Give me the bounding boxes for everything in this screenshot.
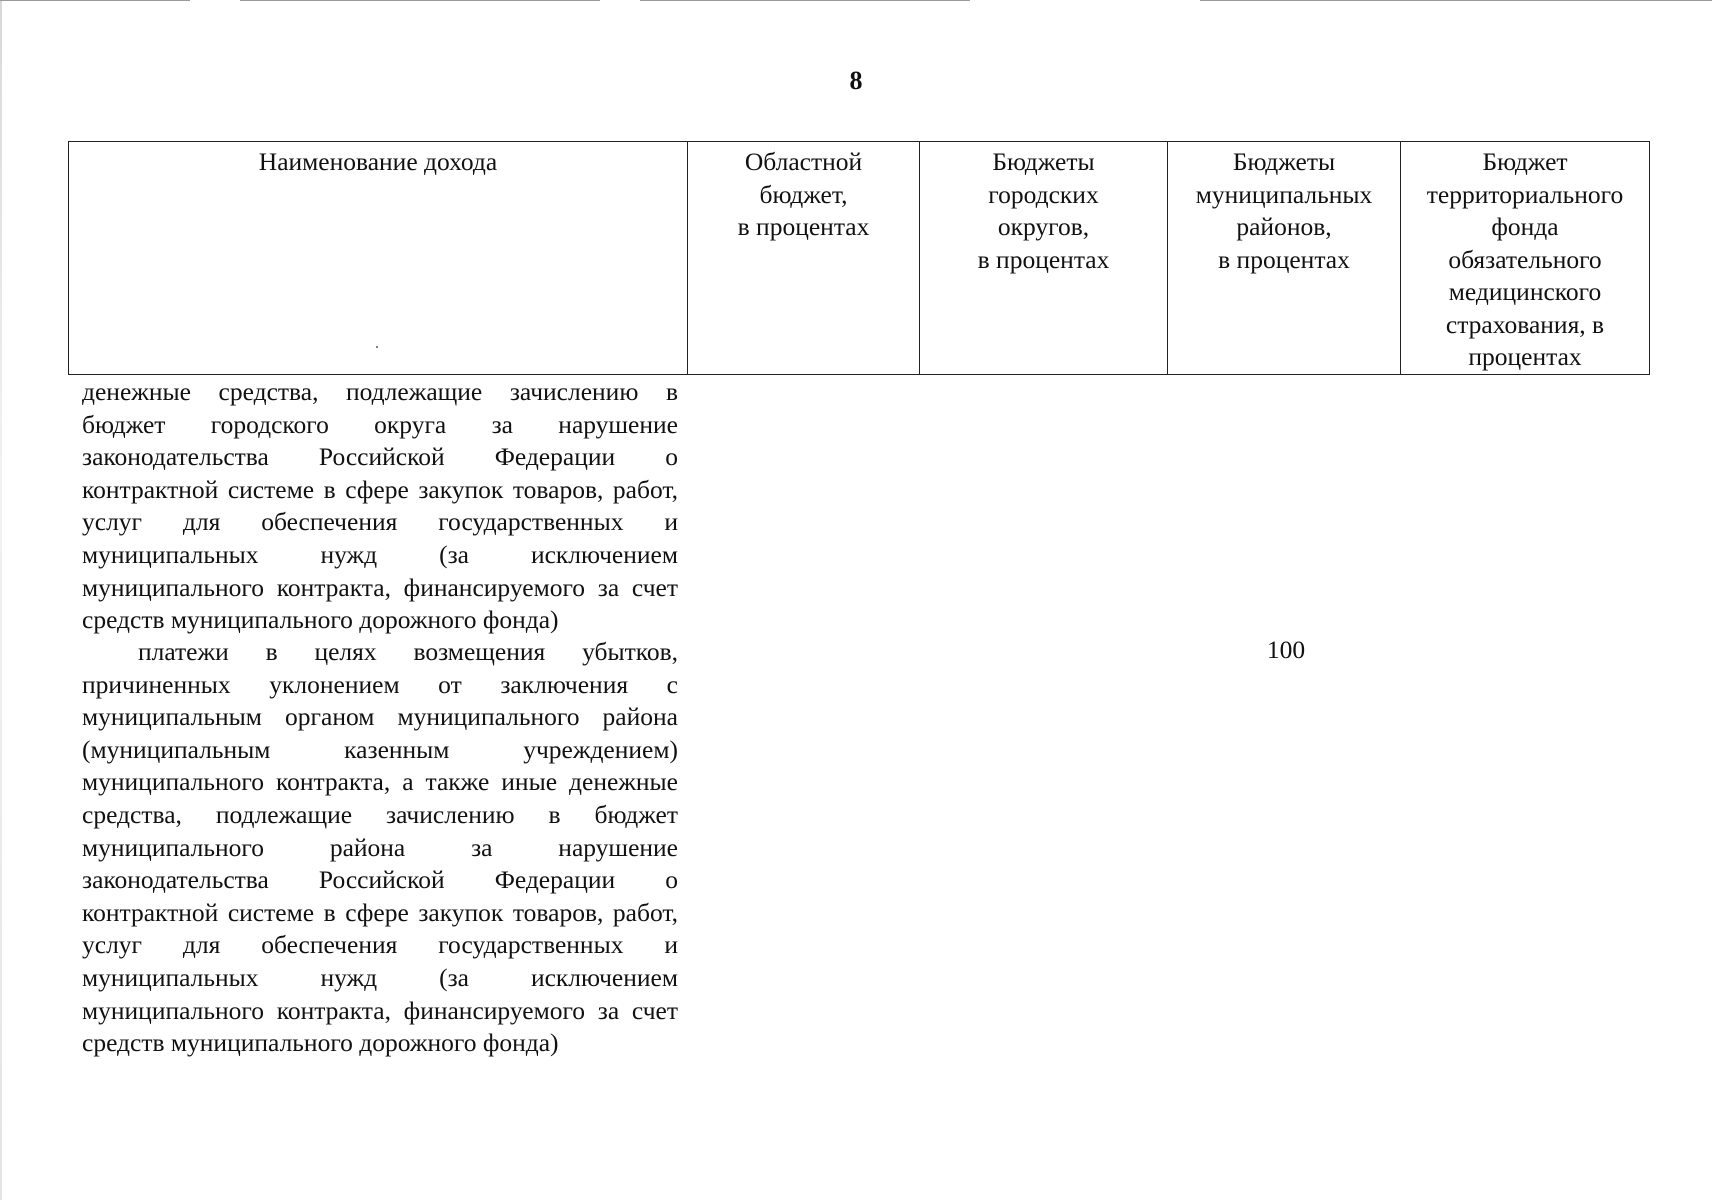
scan-speck — [376, 346, 378, 348]
header-label: Бюджеты городских округов, в процентах — [977, 147, 1110, 274]
income-distribution-table-header — [68, 141, 1650, 375]
header-label: Бюджеты муниципальных районов, в процентах — [1195, 147, 1373, 274]
scan-top-edge — [0, 0, 190, 1]
income-row-text: денежные средства, подлежащие зачислению в бюджет городского округа за нарушение законодательства Российской Федерации о контрактной системе в сфере закупок товаров, работ, услуг для обеспечения государственных и муниципальных нужд (за исключением муниципального контракта, финансируемого за счет средств муниципального дорожного фонда) — [82, 377, 678, 635]
municipal-districts-percent-value: 100 — [1266, 635, 1306, 664]
table-header-row — [69, 142, 1650, 375]
header-label: Областной бюджет, в процентах — [737, 147, 870, 241]
header-city-districts-budgets — [920, 142, 1168, 375]
income-row-text: платежи в целях возмещения убытков, причиненных уклонением от заключения с муниципальным органом муниципального района (муниципальным казенным учреждением) муниципального контракта, а также иные денежные средства, подлежащие зачислению в бюджет муниципального района за нарушение законодательства Российской Федерации о контрактной системе в сфере закупок товаров, работ, услуг для обеспечения государственных и муниципальных нужд (за исключением муниципального контракта, финансируемого за счет средств муниципального дорожного фонда) — [82, 637, 678, 1058]
header-label: Бюджет территориального фонда обязательного медицинского страхования, в процентах — [1426, 147, 1624, 371]
header-label: Наименование дохода — [258, 147, 498, 176]
page-number: 8 — [849, 66, 863, 95]
scan-top-edge — [640, 0, 970, 1]
scan-left-edge — [0, 0, 2, 1200]
scan-top-edge — [240, 0, 600, 1]
scan-top-edge — [1200, 0, 1712, 1]
header-municipal-districts-budgets — [1168, 142, 1401, 375]
header-regional-budget — [688, 142, 920, 375]
header-income-name — [69, 142, 688, 375]
header-medical-insurance-fund-budget — [1401, 142, 1650, 375]
